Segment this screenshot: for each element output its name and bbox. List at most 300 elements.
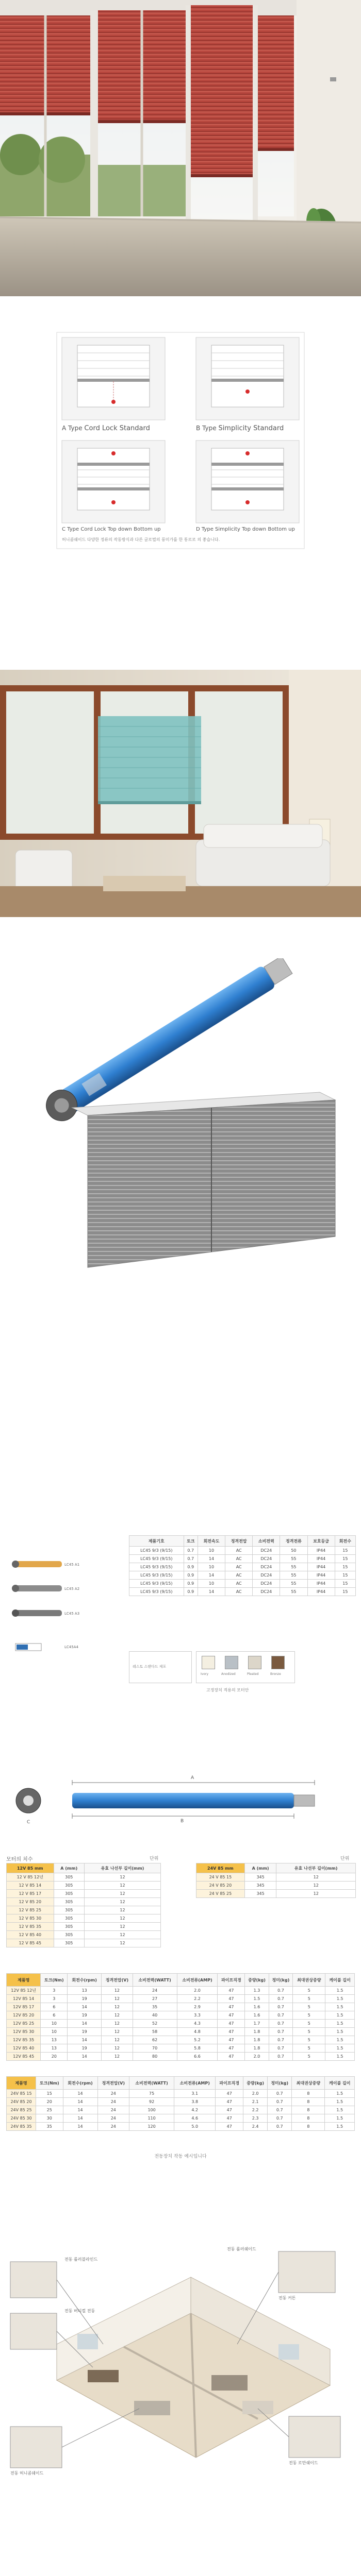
torque2-header-cell: 소비전력(WATT) [129,2077,174,2090]
torque1-cell: 5 [293,2028,325,2036]
a-type-label: A Type [62,425,83,432]
torque2-header-cell: 파이프직경 [216,2077,243,2090]
torque1-cell: 12 [102,2053,133,2061]
colors-note: 레스토 스탠다드 제포 [133,1665,167,1669]
torque1-row [7,2020,355,2028]
size-left-cell: 305 [54,1882,84,1890]
torque2-cell: 4.6 [174,2114,216,2123]
torque1-cell: 12 [102,2011,133,2020]
spec-table-row [129,1547,356,1555]
torque1-cell: 12V 85 25 [7,2020,41,2028]
dimension-section [0,1762,361,1834]
size-left-cell: 305 [54,1898,84,1906]
size-left-row [7,1898,161,1906]
spec-table-cell: 0.7 [184,1555,198,1563]
spec-table-header [129,1536,356,1547]
torque2-cell: 0.7 [268,2106,292,2114]
torque1-cell: 40 [133,2011,177,2020]
size-left-row [7,1923,161,1931]
size-left-cell: 12 V 85 14 [7,1882,54,1890]
dimension-b: B [180,1819,184,1824]
torque2-cell: 20 [36,2098,63,2106]
torque1-cell: 13 [68,1987,102,1995]
torque1-cell: 12 [102,1987,133,1995]
swatch-name: Ivory [201,1672,209,1676]
torque1-cell: 14 [68,2036,102,2044]
spec-table-row [129,1555,356,1563]
spec-table-cell: IP44 [307,1555,335,1563]
torque2-cell: 0.7 [268,2098,292,2106]
spec-table-cell: LC45 9/3 (9/15) [129,1563,184,1571]
torque1-row [7,2003,355,2011]
torque1-cell: 20 [41,2053,68,2061]
torque1-cell: 47 [218,2020,245,2028]
torque2-header-cell: 최대권상중량 [292,2077,325,2090]
torque1-header-cell: 최대권상중량 [293,1974,325,1987]
size-right-cell: 24 V 85 20 [196,1882,245,1890]
torque1-header-cell: 토크(Nm) [41,1974,68,1987]
spec-header-cell: 보호등급 [307,1536,335,1547]
torque1-cell: 0.7 [269,2044,292,2053]
torque2-cell: 30 [36,2114,63,2123]
torque2-header-cell: 케이블 길이 [325,2077,355,2090]
torque1-header-cell: 소비전력(WATT) [133,1974,177,1987]
b-type-title: Simplicity Standard [218,425,284,432]
torque1-body [7,1987,355,2061]
torque1-cell: 1.6 [245,2003,269,2011]
motor-product-section [0,958,361,1273]
size-left-cell: 12 [84,1914,160,1923]
torque1-cell: 12V 85 12년 [7,1987,41,1995]
torque1-cell: 6.6 [177,2053,218,2061]
unit-left: 단위 [150,1856,159,1861]
spec-table-cell: 0.7 [184,1547,198,1555]
torque2-cell: 8 [292,2098,325,2106]
motor-label-4: LC45A4 [64,1645,78,1649]
swatch-bronze [271,1656,285,1669]
torque2-cell: 24 [97,2123,129,2131]
spec-table-cell: LC45 9/3 (9/15) [129,1571,184,1580]
torque1-cell: 1.5 [325,1995,355,2003]
house-label-honeycomb: 전동 허니콤쉐이드 [10,2471,44,2476]
torque1-row [7,2044,355,2053]
torque2-cell: 0.7 [268,2114,292,2123]
torque1-cell: 5 [293,2053,325,2061]
size-right-body [196,1873,356,1898]
unit-right: 단위 [340,1856,350,1861]
torque1-cell: 12 [102,2036,133,2044]
size-left-cell: 12 [84,1923,160,1931]
hero-room-illustration [0,0,361,296]
torque2-cell: 47 [216,2114,243,2123]
size-left-cell: 12 [84,1873,160,1882]
spec-table-cell: IP44 [307,1580,335,1588]
house-label-roller-shade: 전동 롤러쉐이드 [227,2247,256,2251]
torque1-cell: 5 [293,2044,325,2053]
size-right-row [196,1890,356,1898]
motor-label-2: LC45 A2 [64,1587,80,1591]
size-left-row [7,1882,161,1890]
swatch-name: Bronze [270,1672,281,1676]
torque2-header-cell: 정격전압(V) [97,2077,129,2090]
torque2-cell: 47 [216,2098,243,2106]
torque1-header-cell: 소비전류(AMP) [177,1974,218,1987]
spec-table-cell: LC45 9/3 (9/15) [129,1555,184,1563]
a-type-title: Cord Lock Standard [84,425,150,432]
spec-table-row [129,1571,356,1580]
size-left-cell: 305 [54,1939,84,1947]
torque1-cell: 3.3 [177,2011,218,2020]
torque1-cell: 12V 85 45 [7,2053,41,2061]
size-left-cell: 12 V 85 20 [7,1898,54,1906]
d-type-caption [196,527,295,532]
torque1-cell: 13 [41,2036,68,2044]
size-right-cell: 24 V 85 25 [196,1890,245,1898]
size-right-header-cell: A (mm) [244,1863,276,1873]
dimension-c: C [27,1820,30,1825]
torque1-cell: 1.8 [245,2044,269,2053]
torque1-cell: 47 [218,2011,245,2020]
spec-table-cell: 15 [335,1555,355,1563]
size-left-row [7,1906,161,1914]
torque2-cell: 1.5 [325,2098,355,2106]
house-label-curtain: 전동 커튼 [278,2296,296,2300]
torque1-cell: 3 [41,1995,68,2003]
spec-table-cell: 10 [198,1547,225,1555]
size-left-cell: 12 V 85 35 [7,1923,54,1931]
torque2-cell: 8 [292,2106,325,2114]
torque1-cell: 1.5 [325,2020,355,2028]
torque2-cell: 14 [63,2090,97,2098]
spec-table-cell: AC [225,1580,253,1588]
size-left-cell: 12 [84,1882,160,1890]
spec-table-cell: AC [225,1547,253,1555]
torque1-row [7,2028,355,2036]
torque2-cell: 24V 85 35 [7,2123,36,2131]
swatch-anodized [225,1656,238,1669]
torque2-row [7,2123,355,2131]
size-left-header-cell: A (mm) [54,1863,84,1873]
spec-table-cell: 15 [335,1547,355,1555]
spec-header-cell: 회전수 [335,1536,355,1547]
b-type-label: B Type [196,425,217,432]
torque2-cell: 47 [216,2090,243,2098]
size-left-body [7,1873,161,1947]
torque1-cell: 10 [41,2028,68,2036]
torque1-cell: 0.7 [269,1995,292,2003]
size-left-row [7,1939,161,1947]
torque1-cell: 1.5 [325,2036,355,2044]
torque2-cell: 2.3 [243,2114,268,2123]
size-left-cell: 12 V 85 25 [7,1906,54,1914]
torque1-cell: 27 [133,1995,177,2003]
torque1-cell: 52 [133,2020,177,2028]
torque2-cell: 14 [63,2106,97,2114]
torque1-cell: 12V 85 40 [7,2044,41,2053]
torque2-cell: 1.5 [325,2090,355,2098]
type-diagram-section [0,330,361,562]
size-left-cell: 305 [54,1923,84,1931]
torque2-row [7,2114,355,2123]
torque2-header-cell: 회전수(rpm) [63,2077,97,2090]
spec-table-cell: IP44 [307,1563,335,1571]
torque2-cell: 8 [292,2090,325,2098]
swatch-name: Anodized [221,1672,236,1676]
torque1-cell: 47 [218,2044,245,2053]
room-illustration [0,670,361,917]
spec-table-cell: 0.9 [184,1580,198,1588]
size-left-cell: 12 V 85 17 [7,1890,54,1898]
torque2-cell: 75 [129,2090,174,2098]
house-label-roman: 전동 로만쉐이드 [289,2461,318,2465]
colors-caption: 고정장치 적용의 모터안 [206,1688,249,1692]
torque2-cell: 1.5 [325,2123,355,2131]
size-left-cell: 12 V 85 40 [7,1931,54,1939]
torque1-header-cell: 정미(kg) [269,1974,292,1987]
torque1-cell: 4.3 [177,2020,218,2028]
torque1-cell: 1.5 [325,2011,355,2020]
torque1-cell: 10 [41,2020,68,2028]
torque2-cell: 8 [292,2123,325,2131]
torque1-cell: 19 [68,2044,102,2053]
torque1-cell: 12 [102,1995,133,2003]
spec-table-cell: 14 [198,1571,225,1580]
torque1-cell: 2.0 [177,1987,218,1995]
spec-table-row [129,1588,356,1596]
torque1-cell: 0.7 [269,2020,292,2028]
torque1-cell: 47 [218,1995,245,2003]
swatch-ivory [202,1656,215,1669]
spec-table-cell: 55 [280,1580,307,1588]
torque1-cell: 1.5 [325,2003,355,2011]
torque1-cell: 2.9 [177,2003,218,2011]
size-left-cell: 305 [54,1890,84,1898]
spec-table-cell: DC24 [253,1588,280,1596]
spec-table-cell: 14 [198,1555,225,1563]
size-right-row [196,1882,356,1890]
torque2-cell: 25 [36,2106,63,2114]
torque2-cell: 100 [129,2106,174,2114]
spec-table-cell: DC24 [253,1563,280,1571]
torque1-cell: 5 [293,2011,325,2020]
torque1-cell: 12 [102,2020,133,2028]
torque1-cell: 47 [218,2036,245,2044]
spec-table-cell: LC45 9/3 (9/15) [129,1588,184,1596]
torque1-cell: 2.0 [245,2053,269,2061]
spec-table-cell: 15 [335,1571,355,1580]
torque2-header-cell: 제품명 [7,2077,36,2090]
spec-table-row [129,1580,356,1588]
size-table-left [6,1863,161,1947]
torque1-cell: 14 [68,2020,102,2028]
torque1-header-cell: 파이프직경 [218,1974,245,1987]
size-left-cell: 12 V 85 45 [7,1939,54,1947]
room-photo [0,670,361,917]
torque2-cell: 2.1 [243,2098,268,2106]
spec-table-cell: AC [225,1571,253,1580]
spec-table-cell: IP44 [307,1547,335,1555]
torque1-cell: 0.7 [269,2053,292,2061]
torque2-cell: 24V 85 25 [7,2106,36,2114]
torque2-cell: 24V 85 15 [7,2090,36,2098]
torque-table-2 [6,2076,355,2131]
torque1-cell: 3 [41,1987,68,1995]
spec-table-cell: 55 [280,1588,307,1596]
torque2-cell: 24 [97,2090,129,2098]
size-right-cell: 345 [244,1890,276,1898]
torque2-header-cell: 중량(kg) [243,2077,268,2090]
spec-table-cell: 55 [280,1571,307,1580]
size-left-cell: 12 [84,1939,160,1947]
size-left-cell: 12 [84,1890,160,1898]
size-left-cell: 12 [84,1931,160,1939]
torque1-cell: 47 [218,2003,245,2011]
motor-label-1: LC45 A1 [64,1563,80,1567]
dimension-a: A [191,1775,194,1781]
c-type-label: C Type [62,527,79,532]
size-right-cell: 12 [276,1890,356,1898]
house-label-vertical: 전동 버티컬 전동 [64,2309,95,2313]
spec-table-cell: DC24 [253,1555,280,1563]
spec-table-cell: DC24 [253,1580,280,1588]
torque1-cell: 12V 85 30 [7,2028,41,2036]
spec-table-cell: IP44 [307,1571,335,1580]
torque1-row [7,2053,355,2061]
torque2-cell: 2.4 [243,2123,268,2131]
a-type-caption [62,425,150,432]
d-type-title: Simplicity Top down Bottom up [215,527,295,532]
torque1-cell: 24 [133,1987,177,1995]
torque1-cell: 2.2 [177,1995,218,2003]
torque2-row [7,2098,355,2106]
size-tables-section [0,1855,361,1963]
torque2-cell: 2.0 [243,2090,268,2098]
size-left-row [7,1890,161,1898]
torque1-header-cell: 케이블 길이 [325,1974,355,1987]
size-left-cell: 12 [84,1898,160,1906]
torque2-cell: 15 [36,2090,63,2098]
size-left-header-cell: 유효 나선부 길이(mm) [84,1863,160,1873]
c-type-title: Cord Lock Top down Bottom up [80,527,161,532]
torque1-header-cell: 중량(kg) [245,1974,269,1987]
torque2-body [7,2090,355,2131]
size-right-header-cell: 유효 나선부 길이(mm) [276,1863,356,1873]
spec-table [129,1535,356,1596]
torque1-cell: 14 [68,2003,102,2011]
spec-header-cell: 토크 [184,1536,198,1547]
torque1-cell: 0.7 [269,1987,292,1995]
torque2-cell: 24 [97,2106,129,2114]
torque1-cell: 47 [218,2053,245,2061]
size-left-header-cell: 12V 85 mm [7,1863,54,1873]
torque1-cell: 12V 85 35 [7,2036,41,2044]
swatch-pleated [248,1656,261,1669]
spec-table-cell: 55 [280,1555,307,1563]
spec-header-cell: 제품기호 [129,1536,184,1547]
torque2-cell: 24 [97,2114,129,2123]
torque2-cell: 14 [63,2098,97,2106]
torque1-cell: 5 [293,1987,325,1995]
torque2-cell: 47 [216,2106,243,2114]
size-left-cell: 305 [54,1873,84,1882]
torque1-cell: 19 [68,2011,102,2020]
d-type-label: D Type [196,527,214,532]
torque1-cell: 1.5 [245,1995,269,2003]
torque2-cell: 0.7 [268,2090,292,2098]
torque2-row [7,2106,355,2114]
spec-table-cell: 15 [335,1588,355,1596]
size-left-row [7,1914,161,1923]
torque2-header-cell: 정미(kg) [268,2077,292,2090]
torque1-cell: 1.3 [245,1987,269,1995]
torque2-cell: 47 [216,2123,243,2131]
spec-table-body [129,1547,356,1596]
torque1-cell: 4.8 [177,2028,218,2036]
torque2-cell: 35 [36,2123,63,2131]
torque1-cell: 12V 85 17 [7,2003,41,2011]
torque2-cell: 24V 85 20 [7,2098,36,2106]
spec-table-cell: 0.9 [184,1571,198,1580]
spec-table-cell: 15 [335,1563,355,1571]
torque2-cell: 24 [97,2098,129,2106]
torque1-cell: 47 [218,1987,245,1995]
spec-table-cell: 0.9 [184,1563,198,1571]
hero-photo [0,0,361,296]
torque1-cell: 12 [102,2044,133,2053]
torque1-cell: 0.7 [269,2028,292,2036]
torque2-cell: 14 [63,2114,97,2123]
torque2-cell: 24V 85 30 [7,2114,36,2123]
torque1-cell: 47 [218,2028,245,2036]
c-type-caption [62,527,161,532]
swatch-name: Pleated [247,1672,259,1676]
torque2-cell: 3.8 [174,2098,216,2106]
torque1-cell: 5 [293,2020,325,2028]
spec-table-cell: AC [225,1555,253,1563]
torque2-cell: 120 [129,2123,174,2131]
torque1-cell: 13 [41,2044,68,2053]
torque1-cell: 1.8 [245,2036,269,2044]
spec-table-cell: LC45 9/3 (9/15) [129,1547,184,1555]
torque2-cell: 4.2 [174,2106,216,2114]
spec-header-cell: 소비전력 [253,1536,280,1547]
size-left-cell: 305 [54,1914,84,1923]
torque2-cell: 1.5 [325,2114,355,2123]
house-label-roller: 전동 롤러블라인드 [64,2257,98,2262]
size-left-row [7,1931,161,1939]
torque2-cell: 1.5 [325,2106,355,2114]
spec-table-cell: 15 [335,1580,355,1588]
b-type-caption [196,425,284,432]
size-right-cell: 12 [276,1873,356,1882]
torque1-cell: 1.5 [325,2044,355,2053]
torque1-cell: 1.5 [325,2053,355,2061]
torque2-row [7,2090,355,2098]
torque2-cell: 92 [129,2098,174,2106]
torque1-cell: 14 [68,2053,102,2061]
spec-table-cell: 10 [198,1563,225,1571]
size-left-cell: 305 [54,1931,84,1939]
torque2-header-cell: 소비전류(AMP) [174,2077,216,2090]
size-right-cell: 12 [276,1882,356,1890]
spec-table-cell: 10 [198,1580,225,1588]
spec-table-cell: 14 [198,1588,225,1596]
torque1-header-cell: 정격전압(V) [102,1974,133,1987]
torque1-cell: 5 [293,1995,325,2003]
torque2-cell: 0.7 [268,2123,292,2131]
spec-table-cell: 50 [280,1547,307,1555]
torque1-cell: 5.2 [177,2036,218,2044]
